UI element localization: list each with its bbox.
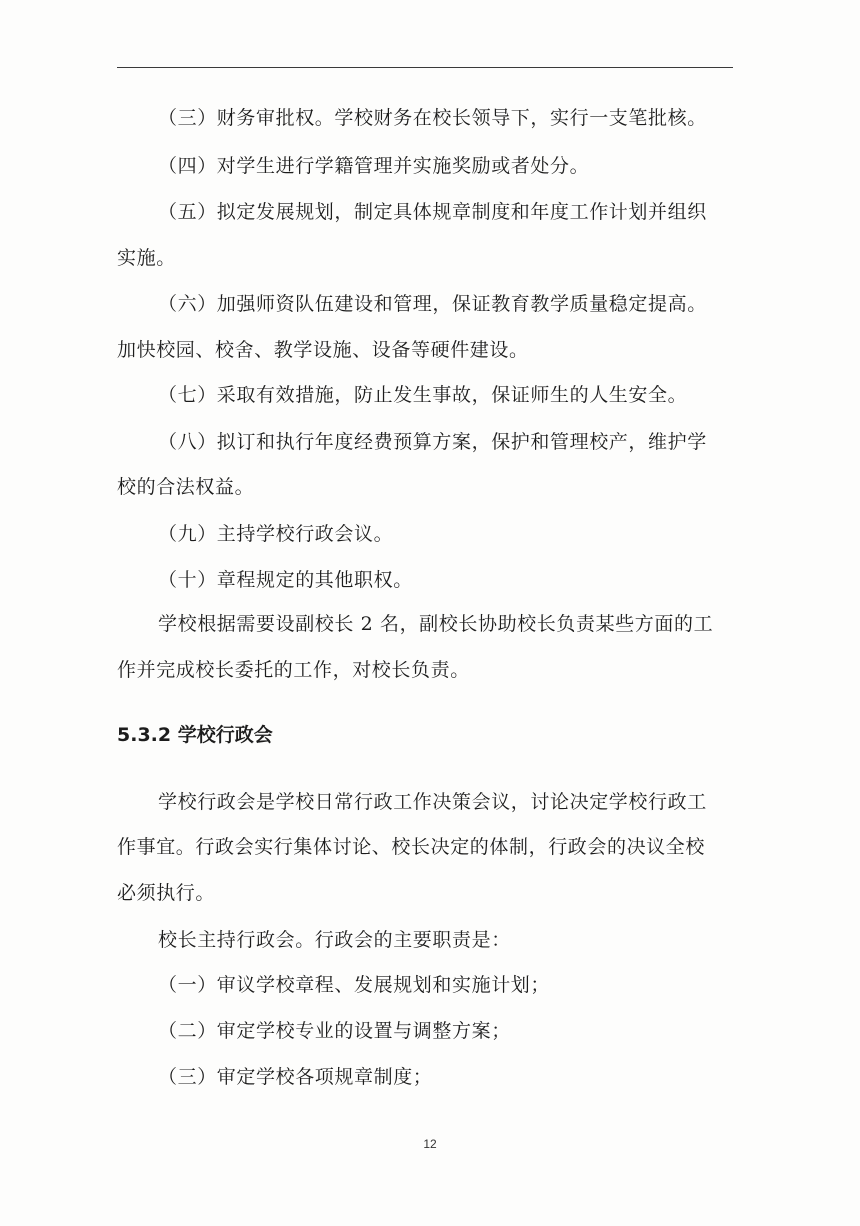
paragraph-line: （三）审定学校各项规章制度； [158,1066,433,1088]
paragraph-line: （五）拟定发展规划，制定具体规章制度和年度工作计划并组织 [158,201,707,223]
page-number: 12 [423,1137,437,1151]
section-heading: 5.3.2 学校行政会 [117,724,273,746]
header-rule [117,67,733,68]
paragraph-line: （十）章程规定的其他职权。 [158,569,413,591]
paragraph-line: 校长主持行政会。行政会的主要职责是： [158,929,511,951]
paragraph-line: （三）财务审批权。学校财务在校长领导下，实行一支笔批核。 [158,107,707,129]
paragraph-line: （一）审议学校章程、发展规划和实施计划； [158,974,551,996]
paragraph-line: 必须执行。 [117,882,216,904]
paragraph-line: （七）采取有效措施，防止发生事故，保证师生的人生安全。 [158,384,688,406]
paragraph-line: 学校行政会是学校日常行政工作决策会议，讨论决定学校行政工 [158,791,707,813]
paragraph-line: 学校根据需要设副校长 2 名，副校长协助校长负责某些方面的工 [158,613,714,635]
paragraph-line: 校的合法权益。 [117,476,255,498]
paragraph-line: 加快校园、校舍、教学设施、设备等硬件建设。 [117,339,529,361]
paragraph-line: （八）拟订和执行年度经费预算方案，保护和管理校产，维护学 [158,431,707,453]
paragraph-line: 作并完成校长委托的工作，对校长负责。 [117,659,470,681]
paragraph-line: 作事宜。行政会实行集体讨论、校长决定的体制，行政会的决议全校 [117,836,706,858]
paragraph-line: 实施。 [117,247,176,269]
paragraph-line: （六）加强师资队伍建设和管理，保证教育教学质量稳定提高。 [158,293,707,315]
paragraph-line: （二）审定学校专业的设置与调整方案； [158,1020,511,1042]
paragraph-line: （九）主持学校行政会议。 [158,523,394,545]
paragraph-line: （四）对学生进行学籍管理并实施奖励或者处分。 [158,155,590,177]
